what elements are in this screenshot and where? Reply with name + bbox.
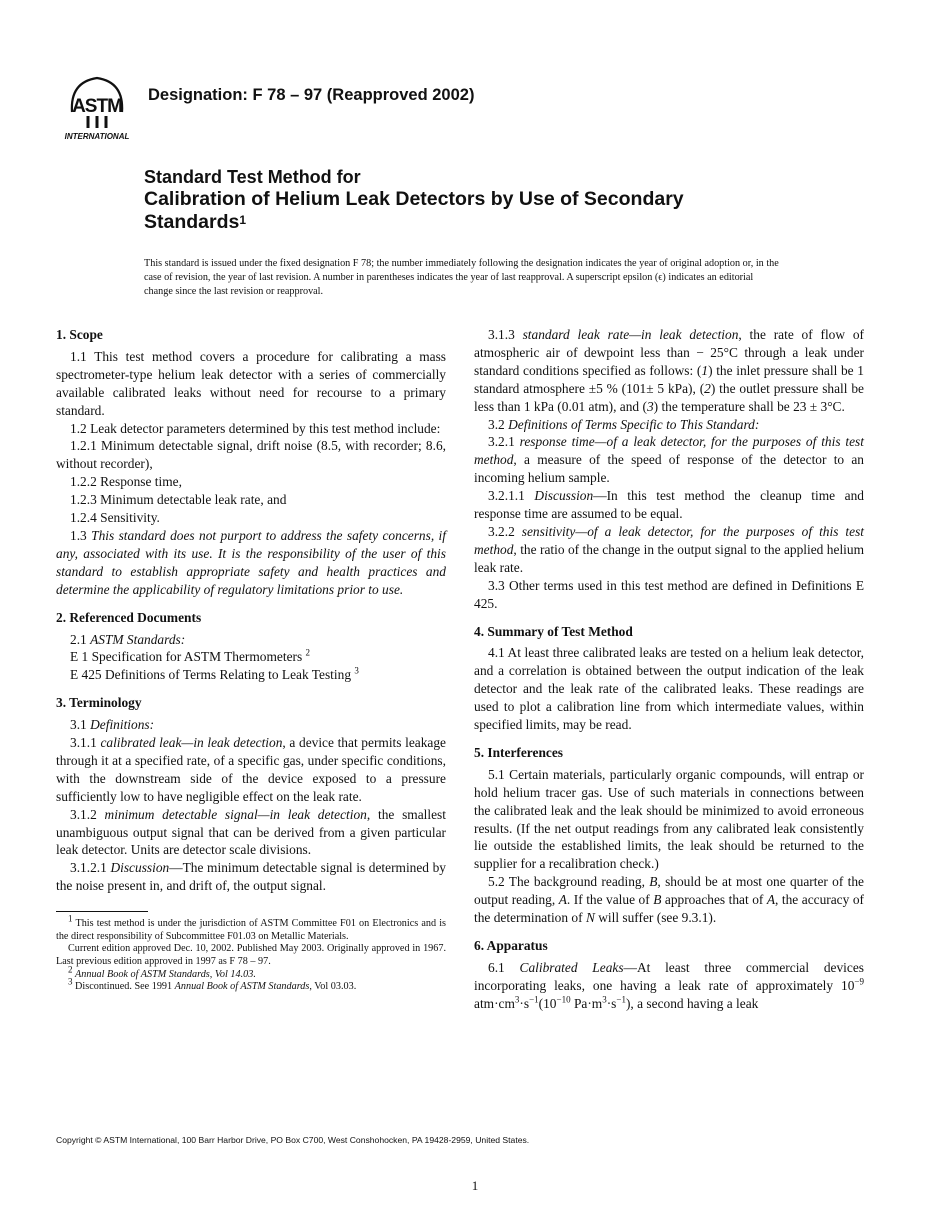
footnote-1-edition: Current edition approved Dec. 10, 2002. Published May 2003. Originally approved in 1967. Last previous edition approved in 1997 as F 78 – 97. — [56, 943, 446, 967]
section-heading-scope: 1. Scope — [56, 327, 103, 342]
ref-e1: E 1 Specification for ASTM Thermometers $^2$ — [70, 647, 311, 665]
footnote-divider — [56, 911, 148, 912]
para-6-1: 6.1 Calibrated Leaks—At least three commercial devices incorporating leaks, one having a leak rate of approximately $10^{-9}$ $atm\cdot cm^3\cdot s^{-1}(10^{-10}$ $Pa\cdot m^3\cdot s^{-1}$), a second having a leak — [474, 959, 864, 1011]
para-3-1-3: 3.1.3 standard leak rate—in leak detection, the rate of flow of atmospheric air of dewpoint less than − 25°C through a leak under standard conditions specified as follows: (1) the inlet pressure shall be 1 standard atmosphere ±5 % (101± 5 kPa), (2) the outlet pressure shall be less than 1 kPa (0.01 atm), and (3) the temperature shall be 23 ± 3°C. — [474, 327, 864, 414]
para-1-2-3: 1.2.3 Minimum detectable leak rate, and — [70, 492, 287, 508]
para-3-2-1: 3.2.1 response time—of a leak detector, for the purposes of this test method, a measure of the speed of response of the detector to an incoming helium sample. — [474, 434, 864, 486]
footnote-3: $^3$ Discontinued. See 1991 Annual Book of ASTM Standards, Vol 03.03. — [68, 976, 357, 993]
ref-e425: E 425 Definitions of Terms Relating to Leak Testing $^3$ — [70, 665, 359, 683]
para-1-3: 1.3 This standard does not purport to address the safety concerns, if any, associated with its use. It is the responsibility of the user of this standard to establish appropriate safety and health practices and determine the applicability of regulatory limitations prior to use. — [56, 527, 446, 597]
para-3-2-1-1: 3.2.1.1 Discussion—In this test method the cleanup time and response time are assumed to be equal. — [474, 488, 864, 522]
para-1-2: 1.2 Leak detector parameters determined by this test method include: — [70, 420, 441, 436]
para-3-2-2: 3.2.2 sensitivity—of a leak detector, for the purposes of this test method, the ratio of the change in the output signal to the applied helium leak rate. — [474, 523, 864, 575]
para-1-1: 1.1 This test method covers a procedure for calibrating a mass spectrometer-type helium leak detector with a series of commercially available calibrated leaks without need for recourse to a primary standard. — [56, 348, 446, 418]
para-5-1: 5.1 Certain materials, particularly organic compounds, will entrap or hold helium tracer gas. Use of such materials in connections between the calibrated leak and the leak should be minimized to avoid erroneous results. (If the net output readings from any calibrated leak consistently lie outside the established limits, the leak should be returned to the supplier for a recalibration check.) — [474, 766, 864, 872]
title-line-3: Standards$^1$ — [144, 211, 247, 233]
para-3-2: 3.2 Definitions of Terms Specific to This Standard: — [488, 416, 760, 432]
section-heading-terminology: 3. Terminology — [56, 695, 142, 711]
footnote-1: $^1$ This test method is under the jurisdiction of ASTM Committee F01 on Electronics and is the direct responsibility of Subcommittee F01.03 on Metallic Materials. — [56, 913, 446, 942]
section-heading-apparatus: 6. Apparatus — [474, 938, 548, 953]
astm-logo-letters: ASTM — [72, 96, 122, 117]
title-footnote-mark: 1 — [239, 213, 247, 227]
page-number: 1 — [471, 1178, 479, 1193]
para-3-1: 3.1 Definitions: — [70, 717, 155, 733]
title-line-2: Calibration of Helium Leak Detectors by Use of Secondary — [144, 188, 684, 210]
para-4-1: 4.1 At least three calibrated leaks are tested on a helium leak detector, and a correlation is obtained between the output indication of the leak detector and the leak rate of the calibrated leaks. These readings are used to plot a calibration line from which intermediate values, within specified limits, may be read. — [474, 645, 864, 733]
copyright-notice: Copyright © ASTM International, 100 Barr Harbor Drive, PO Box C700, West Conshohocken, PA 19428-2959, United States. — [56, 1135, 530, 1145]
astm-logo — [58, 72, 136, 142]
section-heading-referenced-documents: 2. Referenced Documents — [56, 609, 202, 625]
section-heading-interferences: 5. Interferences — [474, 744, 563, 760]
left-column — [56, 326, 446, 994]
para-3-1-1: 3.1.1 calibrated leak—in leak detection, a device that permits leakage through it at a specified rate, of a specific gas, under specific conditions, with the downstream side of the device exposed to a pressure sufficiently low to have negligible effect on the leak rate. — [56, 735, 446, 804]
para-3-1-2-1: 3.1.2.1 Discussion—The minimum detectable signal is determined by the noise present in, and drift of, the output signal. — [56, 860, 446, 894]
astm-logo-subtext: INTERNATIONAL — [64, 132, 130, 141]
right-column — [474, 326, 864, 1013]
para-1-2-4: 1.2.4 Sensitivity. — [70, 510, 160, 526]
para-1-2-2: 1.2.2 Response time, — [70, 474, 182, 490]
para-3-1-2: 3.1.2 minimum detectable signal—in leak detection, the smallest unambiguous output signal that can be derived from a given particular leak detector. Units are detector scale divisions. — [56, 806, 446, 858]
para-3-3: 3.3 Other terms used in this test method are defined in Definitions E 425. — [474, 577, 864, 611]
section-heading-summary: 4. Summary of Test Method — [474, 623, 633, 639]
standard-notice: This standard is issued under the fixed designation F 78; the number immediately following the designation indicates the year of original adoption or, in the case of revision, the year of last revision. A number in parentheses indicates the year of last reapproval. A superscript epsilon (ϵ) indicates an editorial change since the last revision or reapproval. — [144, 258, 779, 297]
title-block — [144, 167, 844, 234]
title-line-1: Standard Test Method for — [144, 167, 361, 187]
para-5-2: 5.2 The background reading, B, should be at most one quarter of the output reading, A. If the value of B approaches that of A, the accuracy of the determination of N will suffer (see 9.3.1). — [474, 874, 864, 926]
footnote-2: $^2$ Annual Book of ASTM Standards, Vol 14.03. — [68, 964, 256, 980]
para-2-1: 2.1 ASTM Standards: — [70, 631, 186, 647]
para-1-2-1: 1.2.1 Minimum detectable signal, drift noise (8.5, with recorder; 8.6, without recorder), — [56, 438, 446, 472]
designation: Designation: F 78 – 97 (Reapproved 2002) — [148, 86, 475, 104]
